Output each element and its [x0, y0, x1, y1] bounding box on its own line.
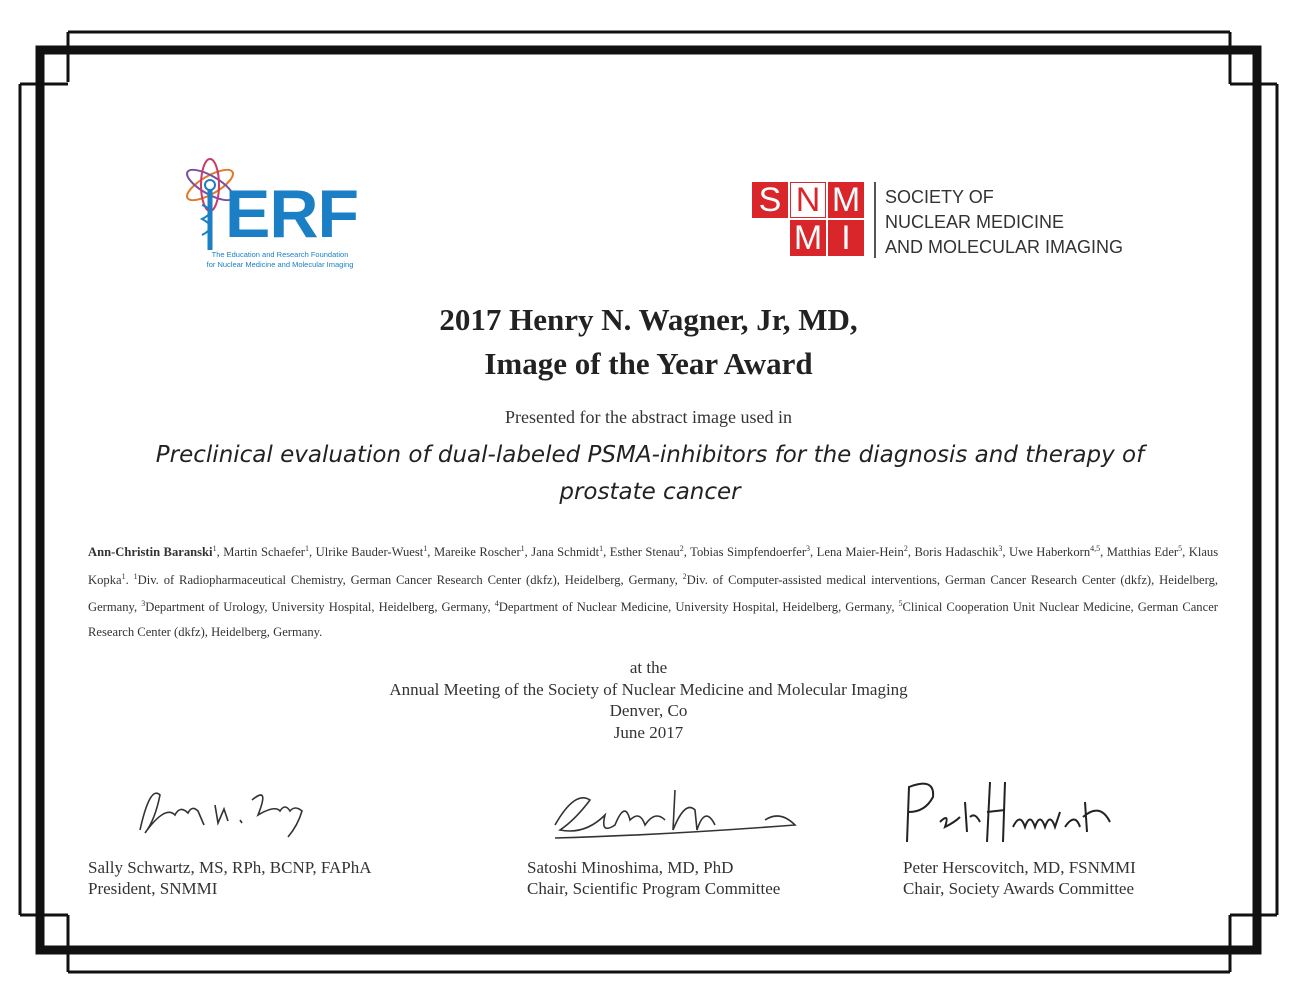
signatory-role: Chair, Scientific Program Committee	[527, 879, 781, 898]
author-name: Jana Schmidt	[531, 545, 600, 560]
affiliation: Department of Urology, University Hospital, Heidelberg, Germany,	[145, 600, 491, 615]
signatory-name: Peter Herscovitch, MD, FSNMMI	[903, 858, 1136, 877]
superscript: 1	[423, 544, 428, 553]
superscript: 2	[682, 571, 687, 581]
meeting-date: June 2017	[613, 722, 684, 742]
affiliation: Div. of Radiopharmaceutical Chemistry, German Cancer Research Center (dkfz), Heidelberg, Germany,	[137, 572, 678, 587]
snmmi-name-line3: AND MOLECULAR IMAGING	[885, 237, 1124, 257]
superscript: 1	[212, 544, 217, 553]
superscript: 4,5	[1090, 544, 1101, 553]
snmmi-logo	[752, 180, 1132, 260]
snmmi-letter: M	[828, 182, 864, 218]
superscript: 1	[305, 544, 310, 553]
erf-subtitle-line2: for Nuclear Medicine and Molecular Imaging	[206, 259, 354, 269]
superscript: 4	[494, 599, 499, 609]
signature-sally-schwartz	[120, 775, 320, 845]
author-name: Klaus Kopka	[88, 545, 1219, 587]
erf-wordmark: ERF	[225, 176, 358, 252]
signatory-3	[903, 857, 1136, 899]
signatory-2	[527, 857, 780, 899]
superscript: 1	[599, 544, 604, 553]
author-name: Martin Schaefer	[223, 545, 306, 560]
signatory-role: President, SNMMI	[88, 879, 218, 898]
lead-author: Ann-Christin Baranski	[88, 545, 213, 560]
superscript: 2	[679, 544, 684, 553]
signature-peter-herscovitch	[895, 772, 1125, 852]
erf-subtitle	[190, 250, 370, 270]
author-name: Ulrike Bauder-Wuest	[315, 545, 424, 560]
superscript: 5	[898, 599, 903, 609]
superscript: 3	[998, 544, 1003, 553]
presented-for: Presented for the abstract image used in	[505, 407, 792, 427]
abstract-title: Preclinical evaluation of dual-labeled PSMA-inhibitors for the diagnosis and therapy of prostate cancer	[155, 442, 1145, 505]
affiliation: Clinical Cooperation Unit Nuclear Medicine, German Cancer Research Center (dkfz), Heidelberg, Germany.	[88, 600, 1218, 640]
snmmi-letter: I	[828, 220, 864, 256]
meeting-at-the: at the	[629, 658, 668, 677]
snmmi-divider	[874, 182, 876, 258]
author-name: Mareike Roscher	[433, 545, 521, 560]
author-name: Esther Stenau	[609, 545, 680, 560]
superscript: 1	[520, 544, 525, 553]
signatory-name: Satoshi Minoshima, MD, PhD	[527, 858, 734, 877]
superscript: 5	[1178, 544, 1183, 553]
superscript: 3	[141, 599, 146, 609]
author-name: Lena Maier-Hein	[816, 545, 904, 560]
author-list: Ann-Christin Baranski$^1$, Martin Schaefer$^1$, Ulrike Bauder-Wuest$^1$, Mareike Roscher$^1$, Jana Schmidt$^1$, Esther Stenau$^2$, Tobias Simpfendoerfer$^3$, Lena Maier-Hein$^2$, Boris Hadaschik$^3$, Uwe Haberkorn$^{4,5}$, Matthias Eder$^5$, Klaus Kopka$^1$. $^1$Div. of Radiopharmaceutical Chemistry, German Cancer Research Center (dkfz), Heidelberg, Germany, $^2$Div. of Computer-assisted medical interventions, German Cancer Research Center (dkfz), Heidelberg, Germany, $^3$Department of Urology, University Hospital, Heidelberg, Germany, $^4$Department of Nuclear Medicine, University Hospital, Heidelberg, Germany, $^5$Clinical Cooperation Unit Nuclear Medicine, German Cancer Research Center (dkfz), Heidelberg, Germany.	[88, 544, 1219, 640]
superscript: 1	[121, 571, 126, 581]
snmmi-letter: S	[752, 182, 788, 218]
meeting-location: Denver, Co	[609, 701, 688, 720]
snmmi-name-line2: NUCLEAR MEDICINE	[885, 212, 1065, 232]
meeting-info	[0, 657, 1297, 743]
snmmi-letter: M	[790, 220, 826, 256]
snmmi-name-line1: SOCIETY OF	[885, 187, 994, 207]
snmmi-name	[885, 185, 1123, 260]
award-title-line1: 2017 Henry N. Wagner, Jr, MD,	[439, 302, 858, 337]
affiliation: Department of Nuclear Medicine, University Hospital, Heidelberg, Germany,	[498, 600, 895, 615]
signatory-name: Sally Schwartz, MS, RPh, BCNP, FAPhA	[88, 858, 372, 877]
affiliation: Div. of Computer-assisted medical interventions, German Cancer Research Center (dkfz), Heidelberg, Germany,	[88, 572, 1219, 615]
snmmi-letter: N	[790, 182, 826, 218]
superscript: 3	[806, 544, 811, 553]
author-name: Boris Hadaschik	[914, 545, 999, 560]
superscript: 2	[903, 544, 908, 553]
author-name: Matthias Eder	[1106, 545, 1179, 560]
author-name: Tobias Simpfendoerfer	[690, 545, 807, 560]
superscript: 1	[133, 571, 138, 581]
award-title-line2: Image of the Year Award	[484, 346, 813, 381]
author-name: Uwe Haberkorn	[1009, 545, 1091, 560]
meeting-name: Annual Meeting of the Society of Nuclear Medicine and Molecular Imaging	[389, 679, 908, 699]
signatory-role: Chair, Society Awards Committee	[903, 879, 1135, 898]
erf-subtitle-line1: The Education and Research Foundation	[211, 250, 349, 259]
erf-logo	[180, 150, 370, 280]
signature-satoshi-minoshima	[545, 780, 805, 850]
signatory-1	[88, 857, 372, 899]
